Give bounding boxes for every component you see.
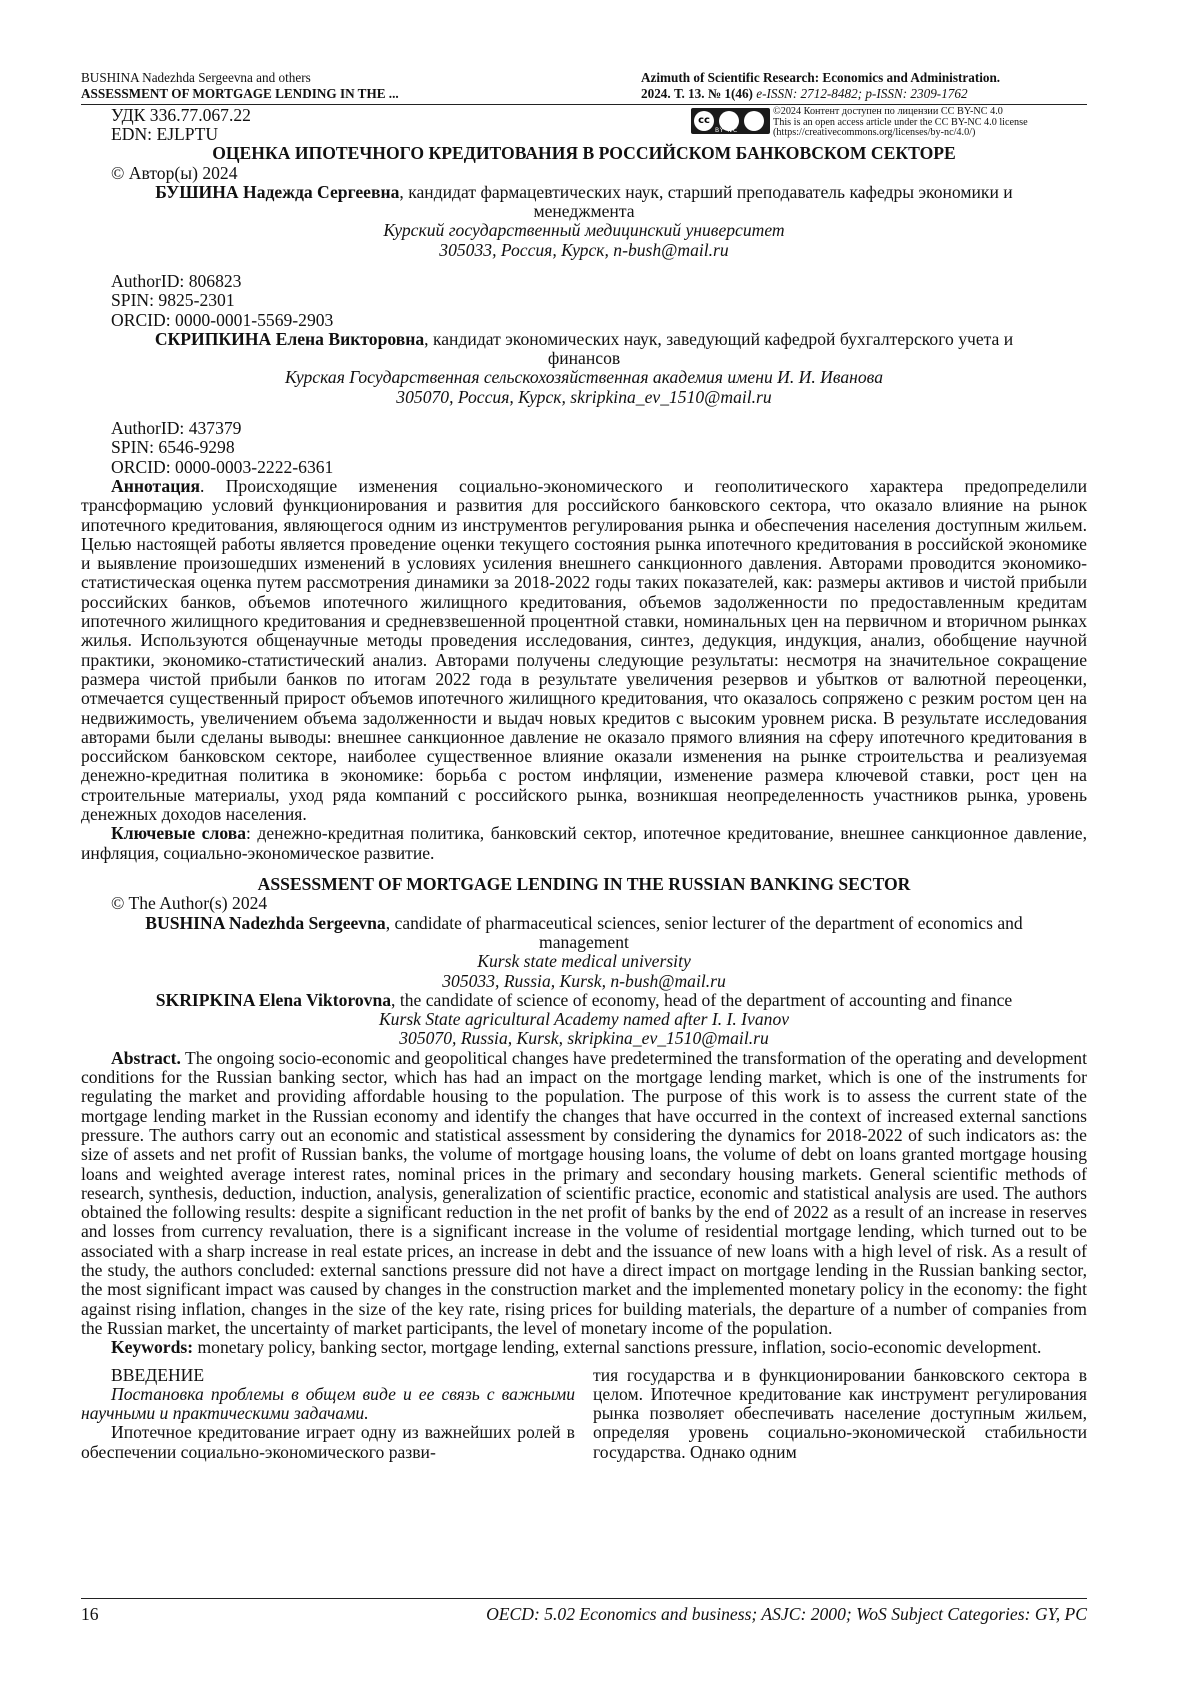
ru-author2 <box>81 330 1087 369</box>
header-issue: 2024. Т. 13. № 1(46) <box>641 86 753 101</box>
ru-author1-org: Курский государственный медицинский университет <box>383 220 785 241</box>
en-author1-address: 305033, Russia, Kursk, n-bush@mail.ru <box>442 970 726 991</box>
en-copyright: © The Author(s) 2024 <box>111 893 268 914</box>
udk-block <box>111 106 251 143</box>
en-keywords <box>81 1338 1087 1357</box>
page-footer <box>81 1598 1087 1625</box>
header-short-title: ASSESSMENT OF MORTGAGE LENDING IN THE ... <box>81 86 399 101</box>
ru-abstract-text: . Происходящие изменения социально-экономического и геополитического характера предопределили трансформацию условий функционирования и развития для российского банковского сектора, что оказало влияние на рынок ипотечного кредитования, являющегося одним из инструментов регулирования рынка и обеспечения населения доступным жильем. Целью настоящей работы является проведение оценки текущего состояния рынка ипотечного кредитования в российской экономике и выявление произошедших изменений в условиях усиления внешнего санкционного давления. Авторами проводится экономико-статистическая оценка путем рассмотрения динамики за 2018-2022 годы таких показателей, как: размеры активов и чистой прибыли российских банков, объемов ипотечного жилищного кредитования, объемов задолженности по предоставленным кредитам ипотечного жилищного кредитования и средневзвешенной процентной ставки, номинальных цен на первичном и вторичном рынках жилья. Используются общенаучные методы проведения исследования, синтез, дедукция, индукция, анализ, обобщение научной практики, экономико-статистический анализ. Авторами получены следующие результаты: несмотря на значительное сокращение размера чистой прибыли банков по итогам 2022 года в результате увеличения резервов и убытков от валютной переоценки, отмечается существенный прирост объемов ипотечного жилищного кредитования, что оказалось сопряжено с резким ростом цен на недвижимость, увеличением объема задолженности и выдач новых кредитов с высоким уровнем риска. В результате исследования авторами были сделаны выводы: внешнее санкционное давление не оказало прямого влияния на сферу ипотечного кредитования в российском банковском секторе, наиболее существенное влияние оказали изменения на рынке строительства и реализуемая денежно-кредитная политика в экономике: борьба с ростом инфляции, изменение размера ключевой ставки, рост цен на строительные материалы, уход ряда компаний с российского рынка, возникшая неопределенность участников рынка, уровень денежных доходов населения. <box>81 475 1087 824</box>
ru-author2-spin: SPIN: 6546-9298 <box>111 437 235 458</box>
ru-author2-name: СКРИПКИНА Елена Викторовна <box>154 328 425 349</box>
license-url[interactable]: (https://creativecommons.org/licenses/by-nc/4.0/) <box>773 127 976 139</box>
badge-label: BY NC <box>715 127 739 134</box>
en-author2 <box>81 991 1087 1010</box>
header-left <box>81 70 399 102</box>
en-abstract-label: Abstract. <box>111 1047 181 1068</box>
header-authors: BUSHINA Nadezhda Sergeevna and others <box>81 70 311 85</box>
page-number: 16 <box>81 1604 99 1624</box>
ru-author2-desc: , кандидат экономических наук, заведующий кафедрой бухгалтерского учета и финансов <box>424 328 1014 369</box>
ru-author1-desc: , кандидат фармацевтических наук, старший преподаватель кафедры экономики и менеджмента <box>399 181 1013 222</box>
license-block <box>691 108 1028 139</box>
footer-rule <box>81 1598 1087 1599</box>
article-meta <box>81 106 1087 144</box>
ru-author2-org: Курская Государственная сельскохозяйственная академия имени И. И. Иванова <box>285 367 883 388</box>
header-journal: Azimuth of Scientific Research: Economics and Administration. <box>641 70 1001 85</box>
header-issue-line <box>641 86 1087 102</box>
en-author2-name: SKRIPKINA Elena Viktorovna <box>155 989 392 1010</box>
ru-keywords <box>81 824 1087 863</box>
ru-keywords-text: : денежно-кредитная политика, банковский сектор, ипотечное кредитование, внешнее санкционное давление, инфляция, социально-экономическое развитие. <box>81 823 1087 863</box>
ru-author1-authorid: AuthorID: 806823 <box>111 270 242 291</box>
license-ru: ©2024 Контент доступен по лицензии CC BY-NC 4.0 <box>773 106 1003 117</box>
ru-abstract-label: Аннотация <box>111 475 200 496</box>
en-author1-org: Kursk state medical university <box>477 951 691 972</box>
column-right <box>593 1366 1087 1462</box>
edn: EDN: EJLPTU <box>111 123 219 144</box>
header-issn: e-ISSN: 2712-8482; p-ISSN: 2309-1762 <box>756 86 968 101</box>
ru-abstract <box>81 477 1087 824</box>
ru-author1-address: 305033, Россия, Курск, n-bush@mail.ru <box>439 239 729 260</box>
page <box>81 70 1087 1462</box>
body-columns <box>81 1366 1087 1462</box>
en-abstract-text: The ongoing socio-economic and geopolitical changes have predetermined the transformation of the operating and development conditions for the Russian banking sector, which has had an impact on the mortgage lending market, which is one of the instruments for regulating the market and providing affordable housing to the population. The purpose of this work is to assess the current state of the mortgage lending market in the Russian economy and identify the changes that have occurred in the context of increased external sanctions pressure. The authors carry out an economic and statistical assessment by considering the dynamics for 2018-2022 of such indicators as: the size of assets and net profit of Russian banks, the volume of mortgage housing loans, the volume of debt on loans granted mortgage housing loans and weighted average interest rates, nominal prices in the primary and secondary housing markets. General scientific methods of research, synthesis, deduction, induction, analysis, generalization of scientific practice, economic and statistical analysis are used. The authors obtained the following results: despite a significant reduction in the net profit of banks by the end of 2022 as a result of an increase in reserves and losses from currency revaluation, there is a significant increase in the volume of residential mortgage lending, which turned out to be associated with a sharp increase in real estate prices, an increase in debt and the issuance of new loans with a high level of risk. As a result of the study, the authors concluded: external sanctions pressure did not have a direct impact on mortgage lending in the Russian banking sector, the most significant impact was caused by changes in the construction market and the implemented monetary policy in the economy: the fight against rising inflation, changes in the size of the key rate, rising prices for building materials, the departure of a number of companies from the Russian market, the uncertainty of market participants, the level of monetary income of the population. <box>81 1047 1087 1338</box>
ru-copyright: © Автор(ы) 2024 <box>111 162 238 183</box>
en-keywords-label: Keywords: <box>111 1337 194 1358</box>
license-text <box>773 107 1028 139</box>
en-abstract <box>81 1049 1087 1338</box>
ru-keywords-label: Ключевые слова <box>111 823 247 844</box>
en-keywords-text: monetary policy, banking sector, mortgage lending, external sanctions pressure, inflation, socio-economic development. <box>193 1337 1042 1358</box>
ru-author2-orcid: ORCID: 0000-0003-2222-6361 <box>111 456 334 477</box>
udk: УДК 336.77.067.22 <box>111 105 251 125</box>
ru-author1-spin: SPIN: 9825-2301 <box>111 290 235 311</box>
nc-icon <box>744 111 764 131</box>
en-author2-desc: , the candidate of science of economy, head of the department of accounting and finance <box>391 989 1013 1010</box>
en-author1-desc: , candidate of pharmaceutical sciences, senior lecturer of the department of economics and management <box>385 912 1023 952</box>
ru-author1-orcid: ORCID: 0000-0001-5569-2903 <box>111 309 334 330</box>
intro-paragraph-start: Ипотечное кредитование играет одну из важнейших ролей в обеспечении социально-экономического разви- <box>81 1422 575 1462</box>
ru-author2-address: 305070, Россия, Курск, skripkina_ev_1510@mail.ru <box>396 386 772 407</box>
subject-classification: OECD: 5.02 Economics and business; ASJC: 2000; WoS Subject Categories: GY, PC <box>486 1604 1087 1624</box>
ru-author1 <box>81 183 1087 222</box>
cc-by-nc-badge <box>691 108 770 134</box>
en-title: ASSESSMENT OF MORTGAGE LENDING IN THE RUSSIAN BANKING SECTOR <box>257 873 911 894</box>
column-left <box>81 1366 575 1462</box>
intro-heading: ВВЕДЕНИЕ <box>111 1364 205 1385</box>
header-right <box>641 70 1087 102</box>
en-author1-name: BUSHINA Nadezhda Sergeevna <box>145 912 386 933</box>
intro-subheading: Постановка проблемы в общем виде и ее связь с важными научными и практическими задачами. <box>81 1383 575 1424</box>
ru-author2-authorid: AuthorID: 437379 <box>111 418 242 439</box>
cc-icon: cc <box>694 111 714 131</box>
en-author2-address: 305070, Russia, Kursk, skripkina_ev_1510@mail.ru <box>399 1028 769 1049</box>
running-header <box>81 70 1087 104</box>
en-author1 <box>81 914 1087 953</box>
license-en: This is an open access article under the CC BY-NC 4.0 license <box>773 116 1028 128</box>
en-author2-org: Kursk State agricultural Academy named after I. I. Ivanov <box>378 1009 790 1030</box>
intro-paragraph-continued: тия государства и в функционировании банковского сектора в целом. Ипотечное кредитование как инструмент регулирования рынка позволяет обеспечивать население доступным жильем, определяя уровень социально-экономической стабильности государства. Однако одним <box>593 1364 1087 1462</box>
ru-title: ОЦЕНКА ИПОТЕЧНОГО КРЕДИТОВАНИЯ В РОССИЙСКОМ БАНКОВСКОМ СЕКТОРЕ <box>212 143 956 163</box>
footer-row <box>81 1603 1087 1625</box>
ru-author1-name: БУШИНА Надежда Сергеевна <box>155 181 400 202</box>
